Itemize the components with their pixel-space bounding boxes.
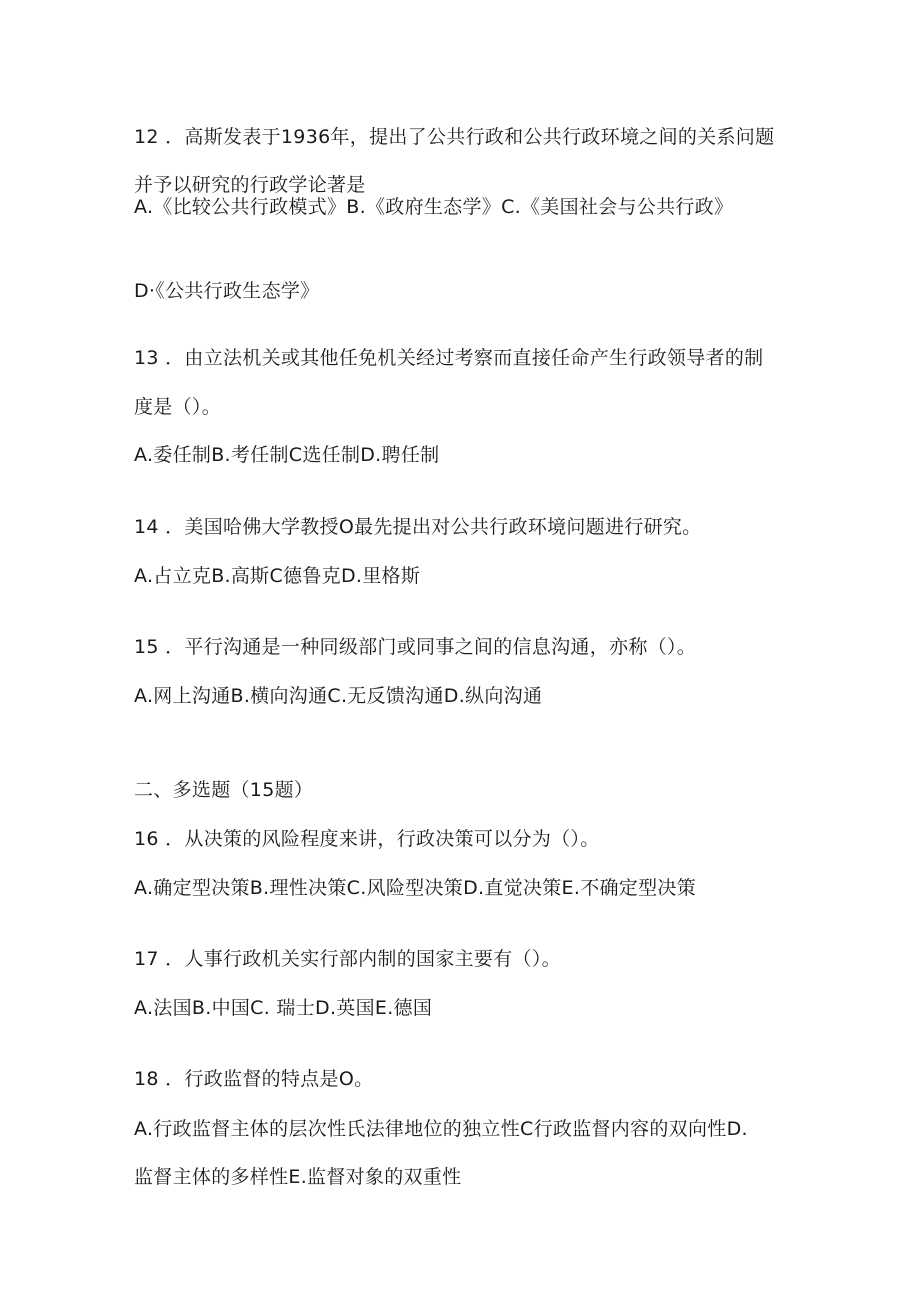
question-16-options: A.确定型决策B.理性决策C.风险型决策D.直觉决策E.不确定型决策	[134, 877, 696, 899]
section-heading-multiple-choice: 二、多选题（15题）	[134, 779, 314, 801]
question-18-options-line-2: 监督主体的多样性E.监督对象的双重性	[134, 1166, 462, 1188]
question-16-text: 16 ．从决策的风险程度来讲，行政决策可以分为（）。	[134, 828, 600, 850]
question-12-options-line-1: A.《比较公共行政模式》B.《政府生态学》C.《美国社会与公共行政》	[134, 196, 734, 218]
question-18-text: 18 ．行政监督的特点是O。	[134, 1068, 374, 1090]
question-12-text-line-1: 12 ．高斯发表于1936年，提出了公共行政和公共行政环境之间的关系问题	[134, 126, 775, 148]
question-15-options: A.网上沟通B.横向沟通C.无反馈沟通D.纵向沟通	[134, 685, 543, 707]
question-13-options: A.委任制B.考任制C选任制D.聘任制	[134, 444, 440, 466]
question-18-options-line-1: A.行政监督主体的层次性氏法律地位的独立性C行政监督内容的双向性D.	[134, 1118, 748, 1140]
question-13-text-line-1: 13 ．由立法机关或其他任免机关经过考察而直接任命产生行政领导者的制	[134, 347, 764, 369]
question-17-options: A.法国B.中国C. 瑞士D.英国E.德国	[134, 997, 433, 1019]
question-13-text-line-2: 度是（）。	[134, 396, 222, 418]
question-12-options-line-2: D·《公共行政生态学》	[134, 280, 320, 302]
question-15-text: 15 ．平行沟通是一种同级部门或同事之间的信息沟通，亦称（）。	[134, 636, 697, 658]
question-12-text-line-2: 并予以研究的行政学论著是	[134, 174, 366, 196]
question-14-text: 14 ．美国哈佛大学教授O最先提出对公共行政环境问题进行研究。	[134, 516, 702, 538]
question-17-text: 17 ．人事行政机关实行部内制的国家主要有（）。	[134, 948, 561, 970]
question-14-options: A.占立克B.高斯C德鲁克D.里格斯	[134, 565, 421, 587]
